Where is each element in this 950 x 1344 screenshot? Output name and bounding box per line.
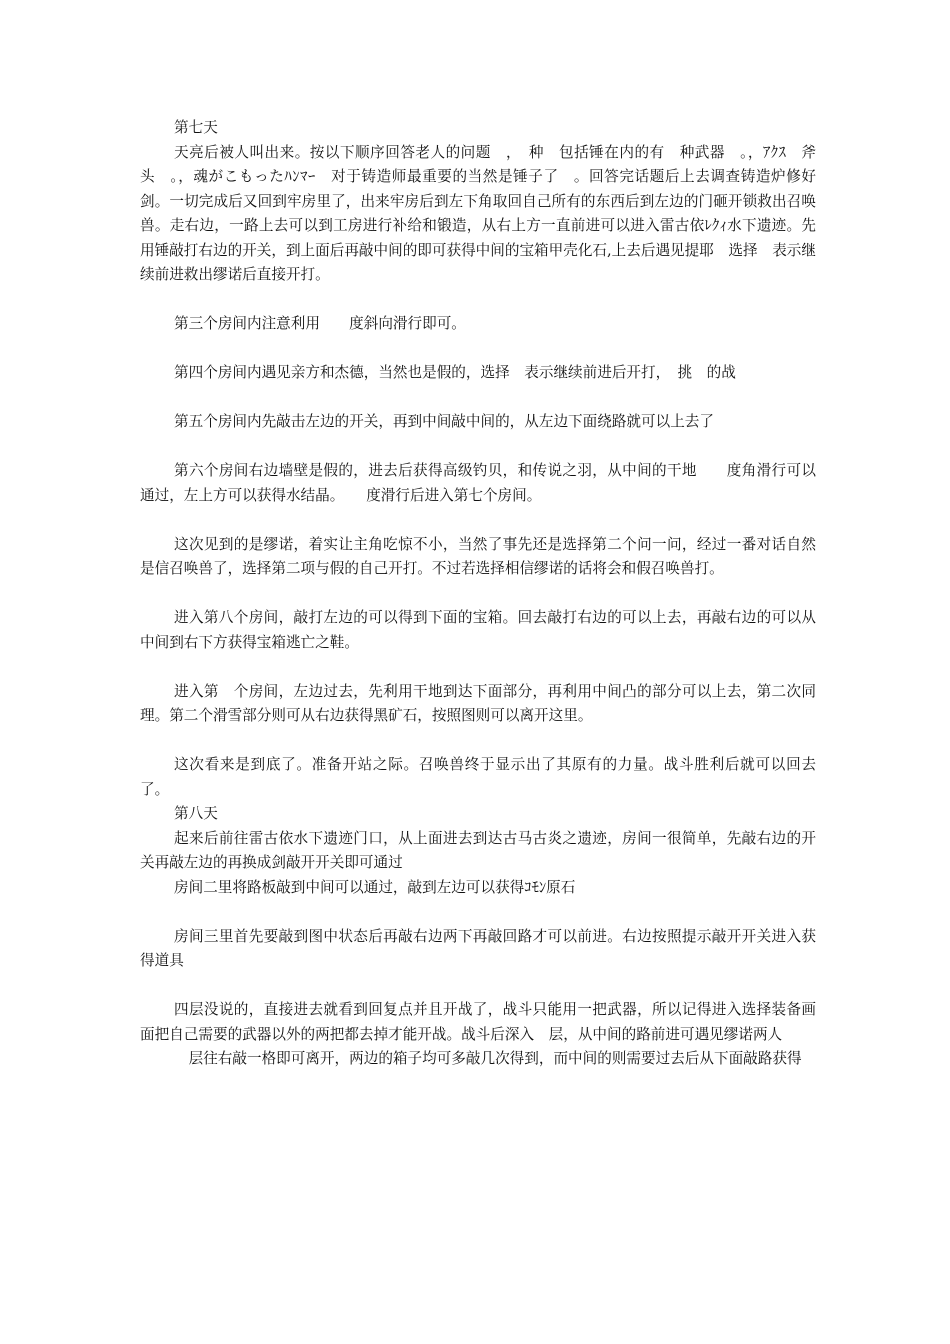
paragraph-spacer bbox=[140, 288, 816, 313]
paragraph-room-eight: 进入第八个房间，敲打左边的可以得到下面的宝箱。回去敲打右边的可以上去，再敲右边的可以从中间到右下方获得宝箱逃亡之鞋。 bbox=[140, 609, 816, 651]
paragraph-room-five: 第五个房间内先敲击左边的开关，再到中间敲中间的，从左边下面绕路就可以上去了 bbox=[174, 413, 714, 430]
heading-day-eight: 第八天 bbox=[174, 805, 218, 822]
paragraph-spacer bbox=[140, 435, 816, 460]
paragraph-room-three-day-eight: 房间三里首先要敲到图中状态后再敲右边两下再敲回路才可以前进。右边按照提示敲开开关进入获得道具 bbox=[140, 927, 816, 969]
paragraph-room-two: 房间二里将路板敲到中间可以通过，敲到左边可以获得ｺﾓﾝ原石 bbox=[174, 878, 576, 896]
paragraph-room-seven: 这次见到的是缪诺，着实让主角吃惊不小，当然了事先还是选择第二个问一问，经过一番对话自然是信召唤兽了，选择第二项与假的自己开打。不过若选择相信缪诺的话将会和假召唤兽打。 bbox=[140, 535, 816, 577]
paragraph-room-nine: 进入第 个房间，左边过去，先利用干地到达下面部分，再利用中间凸的部分可以上去，第二次同理。第二个滑雪部分则可从右边获得黑矿石，按照图则可以离开这里。 bbox=[140, 682, 816, 724]
paragraph-day-eight-intro: 起来后前往雷古依水下遗迹门口，从上面进去到达古马古炎之遗迹，房间一很简单，先敲右边的开关再敲左边的再换成剑敲开开关即可通过 bbox=[140, 829, 816, 871]
paragraph-spacer bbox=[140, 655, 816, 680]
heading-day-seven: 第七天 bbox=[174, 119, 218, 136]
paragraph-room-six: 第六个房间右边墙壁是假的，进去后获得高级钓贝，和传说之羽，从中间的干地 度角滑行可以通过，左上方可以获得水结晶。 度滑行后进入第七个房间。 bbox=[140, 462, 816, 504]
paragraph-floor-exit: 层往右敲一格即可离开，两边的箱子均可多敲几次得到，而中间的则需要过去后从下面敲路获得 bbox=[174, 1050, 802, 1067]
paragraph-final-battle: 这次看来是到底了。准备开站之际。召唤兽终于显示出了其原有的力量。战斗胜利后就可以回去了。 bbox=[140, 756, 816, 798]
paragraph-spacer bbox=[140, 974, 816, 999]
paragraph-spacer bbox=[140, 900, 816, 925]
paragraph-room-three: 第三个房间内注意利用 度斜向滑行即可。 bbox=[174, 315, 466, 332]
paragraph-spacer bbox=[140, 582, 816, 607]
paragraph-floor-four: 四层没说的，直接进去就看到回复点并且开战了，战斗只能用一把武器，所以记得进入选择装备画面把自己需要的武器以外的两把都去掉才能开战。战斗后深入 层，从中间的路前进可遇见缪诺两人 bbox=[140, 1001, 816, 1043]
document-page bbox=[140, 116, 816, 1072]
paragraph-spacer bbox=[140, 729, 816, 754]
paragraph-day-seven-intro: 天亮后被人叫出来。按以下顺序回答老人的问题 ， 种 包括锤在内的有 种武器 。，ｱｸｽ 斧头 。，魂がこもったﾊﾝﾏｰ 对于铸造师最重要的当然是锤子了 。回答完话题后上去调查铸造炉修好剑。一切完成后又回到牢房里了，出来牢房后到左下角取回自己所有的东西后到左边的门砸开锁救出召唤兽。走右边，一路上去可以到工房进行补给和锻造，从右上方一直前进可以进入雷古依ﾚｸｨ水下遗迹。先用锤敲打右边的开关，到上面后再敲中间的即可获得中间的宝箱甲壳化石,上去后遇见提耶 选择 表示继续前进救出缪诺后直接开打。 bbox=[140, 143, 816, 283]
paragraph-spacer bbox=[140, 337, 816, 362]
paragraph-room-four: 第四个房间内遇见亲方和杰德，当然也是假的，选择 表示继续前进后开打， 挑 的战 bbox=[174, 364, 736, 381]
paragraph-spacer bbox=[140, 386, 816, 411]
paragraph-spacer bbox=[140, 508, 816, 533]
